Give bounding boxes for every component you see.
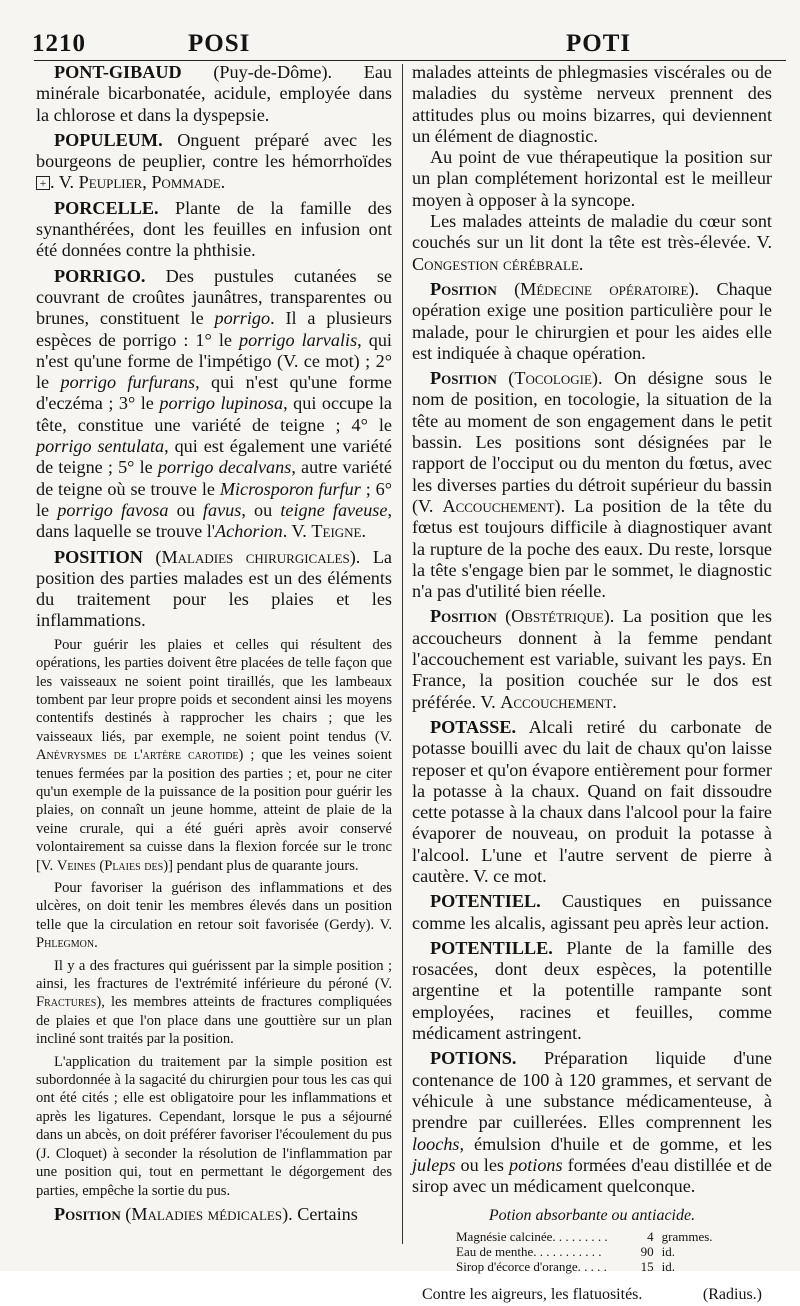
cross-reference: Phlegmon <box>36 935 95 952</box>
entry-porrigo: PORRIGO. Des pustules cutanées se couvrant de croûtes jaunâtres, transparentes ou brunes, constituent le porrigo. Il a plusieurs espèces de porrigo : 1° le porrigo larvalis, qui n'est qu'une forme de l'impétigo (V. ce mot) ; 2° le porrigo furfurans, qui n'est qu'une forme d'eczéma ; 3° le porrigo lupinosa, qui occupe la tête, constitue une variété de teigne ; 4° le porrigo sentulata, qui est également une variété de teigne ; 5° le porrigo decalvans, autre variété de teigne où se trouve le Microsporon furfur ; 6° le porrigo favosa ou favus, ou teigne faveuse, dans laquelle se trouve l'Achorion. V. Teigne. <box>36 265 392 542</box>
cross-reference: Accouchement <box>500 691 613 712</box>
entry-position-chirurgicales: POSITION (Maladies chirurgicales). La position des parties malades est un des éléments du traitement pour les plaies et les inflammations. <box>36 546 392 631</box>
headword: Position <box>54 1203 121 1224</box>
entry-potasse: POTASSE. Alcali retiré du carbonate de potasse bouilli avec du lait de chaux qu'on laisse reposer et qu'on évapore entièrement pour former la potasse à la chaux. Quand on fait dissoudre cette potasse à la chaux dans l'alcool pour la faire évaporer de nouveau, on produit la potasse à l'alcool. L'une et l'autre servent de pierre à cautère. V. ce mot. <box>412 716 772 886</box>
ingredient-name: Magnésie calcinée. . . . . . . . . <box>456 1229 608 1245</box>
headword: POTENTIEL. <box>430 891 541 912</box>
recipe-usage: Contre les aigreurs, les flatuosités. <box>422 1286 643 1304</box>
entry-subject: (Médecine opératoire) <box>496 278 695 299</box>
entry-position-tocologie: Position (Tocologie). On désigne sous le nom de position, en tocologie, la situation de la tête au moment de son engagement dans le petit bassin. Les positions sont désignées par le rapport de l'occiput ou du menton du fœtus, avec les diverses parties du détroit supérieur du bassin (V. Accouchement). La position de la tête du fœtus est toujours difficile à diagnostiquer avant la rupture de la poche des eaux. Du reste, lorsque la tête s'engage bien par le sommet, le diagnostic n'a pas d'utilité bien réelle. <box>412 368 772 602</box>
running-head-left: POSI <box>188 30 251 57</box>
header-rule <box>34 60 786 61</box>
left-column <box>36 62 392 1225</box>
small-paragraph: Pour guérir les plaies et celles qui résultent des opérations, les parties doivent être placées de telle façon que les vaisseaux ne soient point tiraillés, que les lambeaux tombent par leur propre poids et secondent ainsi les moyens contentifs destinés à rapprocher les chairs ; que les vaisseaux liés, par exemple, ne soient point tendus (V. Anévrysmes de l'artère carotide) ; que les veines soient tenues fermées par la position des parties ; et, pour ne citer qu'un exemple de la puissance de la position pour guérir les plaies, on connaît un jeune homme, atteint de plaie de la veine crurale, qui a été guéri après avoir conservé volontairement sa cuisse dans la flexion forcée sur le tronc [V. Veines (Plaies des)] pendant plus de quarante jours. <box>36 636 392 874</box>
recipe-usage-line <box>412 1284 772 1306</box>
cross-reference: Veines (Plaies des) <box>56 857 169 874</box>
ingredient-quantity: 4 <box>647 1229 654 1245</box>
entry-potions: POTIONS. Préparation liquide d'une contenance de 100 à 120 grammes, et servant de véhicule à une substance médicamenteuse, à prendre par cuillerées. Elles comprennent les loochs, émulsion d'huile et de gomme, et les juleps ou les potions formées d'eau distillée et de sirop avec un médicament quelconque. <box>412 1048 772 1197</box>
ingredient-name: Sirop d'écorce d'orange. . . . . <box>456 1259 607 1275</box>
ingredient-unit: id. <box>661 1244 675 1260</box>
ingredient-quantity: 15 <box>640 1259 654 1275</box>
headword: Position <box>430 278 497 299</box>
cross-reference: Anévrysmes de l'artère carotide <box>36 747 239 764</box>
headword: PORRIGO. <box>54 265 146 286</box>
continued-paragraph: malades atteints de phlegmasies viscérales ou de maladies du système nerveux prennent des attitudes plus ou moins bizarres, qui deviennent un élément de diagnostic. <box>412 62 772 146</box>
small-paragraph: L'application du traitement par la simple position est subordonnée à la sagacité du chirurgien pour tous les cas qui ont été cités ; elle est obligatoire pour les inflammations et après les ligatures. Cependant, lorsque le pus a séjourné dans un abcès, on doit préférer favoriser l'écoulement du pus (J. Cloquet) à seconder la résolution de l'inflammation par une position qui, tout en permettant le dégorgement des parties, empêche la sortie du pus. <box>36 1053 392 1199</box>
recipe-source: (Radius.) <box>702 1286 762 1304</box>
small-paragraph: Il y a des fractures qui guérissent par la simple position ; ainsi, les fractures de l'extrémité inférieure du péroné (V. Fractures), les membres atteints de fractures compliquées de plaies et que l'on place dans une gouttière sur un plan incliné sont traités par la position. <box>36 957 392 1048</box>
cross-reference: Fractures <box>36 994 97 1011</box>
entry-subject: (Maladies chirurgicales) <box>142 546 356 567</box>
cross-icon: + <box>36 176 50 190</box>
entry-potentiel: POTENTIEL. Caustiques en puissance comme les alcalis, agissant peu après leur action. <box>412 891 772 933</box>
cross-reference: Peuplier <box>78 172 143 193</box>
running-head-right: POTI <box>566 30 632 57</box>
paragraph: Au point de vue thérapeutique la position sur un plan complétement horizontal est le meilleur moyen à opposer à la syncope. <box>412 147 772 210</box>
entry-subject: (Maladies médicales) <box>120 1203 289 1224</box>
entry-subject: (Tocologie) <box>496 368 598 389</box>
entry-position-medicales: Position (Maladies médicales). Certains <box>54 1203 358 1224</box>
paragraph: Les malades atteints de maladie du cœur sont couchés sur un lit dont la tête est très-élevée. V. Congestion cérébrale. <box>412 211 772 274</box>
headword: POSITION <box>54 546 143 567</box>
small-paragraph: Pour favoriser la guérison des inflammations et des ulcères, on doit tenir les membres élevés dans un position telle que la circulation en retour soit favorisée (Gerdy). V. Phlegmon. <box>36 880 392 952</box>
entry-populeum: POPULEUM. Onguent préparé avec les bourgeons de peuplier, contre les hémorrhoïdes + . V. Peuplier, Pommade. <box>36 129 392 193</box>
headword: POTIONS. <box>430 1048 517 1069</box>
recipe-table <box>456 1229 713 1274</box>
entry-subject: (Obstétrique) <box>496 606 610 627</box>
entry-porcelle: PORCELLE. Plante de la famille des synanthérées, dont les feuilles en infusion ont été données contre la phthisie. <box>36 197 392 261</box>
column-divider <box>402 64 403 1244</box>
headword: PORCELLE. <box>54 197 159 218</box>
table-row <box>456 1259 713 1274</box>
headword: Position <box>430 606 497 627</box>
ingredient-quantity: 90 <box>640 1244 654 1260</box>
cross-reference: Congestion cérébrale <box>412 253 579 274</box>
headword: POTASSE. <box>430 716 517 737</box>
entry-position-operatoire: Position (Médecine opératoire). Chaque opération exige une position particulière pour le malade, pour le chirurgien et pour les aides elle est indiquée à chaque opération. <box>412 278 772 363</box>
table-row <box>456 1244 713 1259</box>
recipe-title: Potion absorbante ou antiacide. <box>488 1207 696 1225</box>
headword: POPULEUM. <box>54 129 163 150</box>
headword: PONT-GIBAUD <box>54 62 182 82</box>
right-column <box>412 62 772 1306</box>
entry-potentille: POTENTILLE. Plante de la famille des rosacées, dont deux espèces, la potentille argentine et la potentille rampante sont employées, racines et feuilles, comme médicament astringent. <box>412 937 772 1044</box>
table-row <box>456 1229 713 1244</box>
ingredient-unit: id. <box>661 1259 675 1275</box>
cross-reference: Accouchement <box>442 495 555 516</box>
cross-reference: Teigne <box>311 521 362 542</box>
ingredient-name: Eau de menthe. . . . . . . . . . . <box>456 1244 602 1260</box>
headword: POTENTILLE. <box>430 937 553 958</box>
entry-pont-gibaud: PONT-GIBAUD (Puy-de-Dôme). Eau minérale bicarbonatée, acidule, employée dans la chlorose et dans la dyspepsie. <box>36 62 392 125</box>
entry-position-obstetrique: Position (Obstétrique). La position que les accoucheurs donnent à la femme pendant l'accouchement est variable, suivant les pays. En France, la position couchée sur le dos est préférée. V. Accouchement. <box>412 606 772 712</box>
page-number: 1210 <box>32 30 86 57</box>
headword: Position <box>430 368 497 389</box>
ingredient-unit: grammes. <box>661 1229 713 1245</box>
cross-reference: Pommade <box>151 172 221 193</box>
